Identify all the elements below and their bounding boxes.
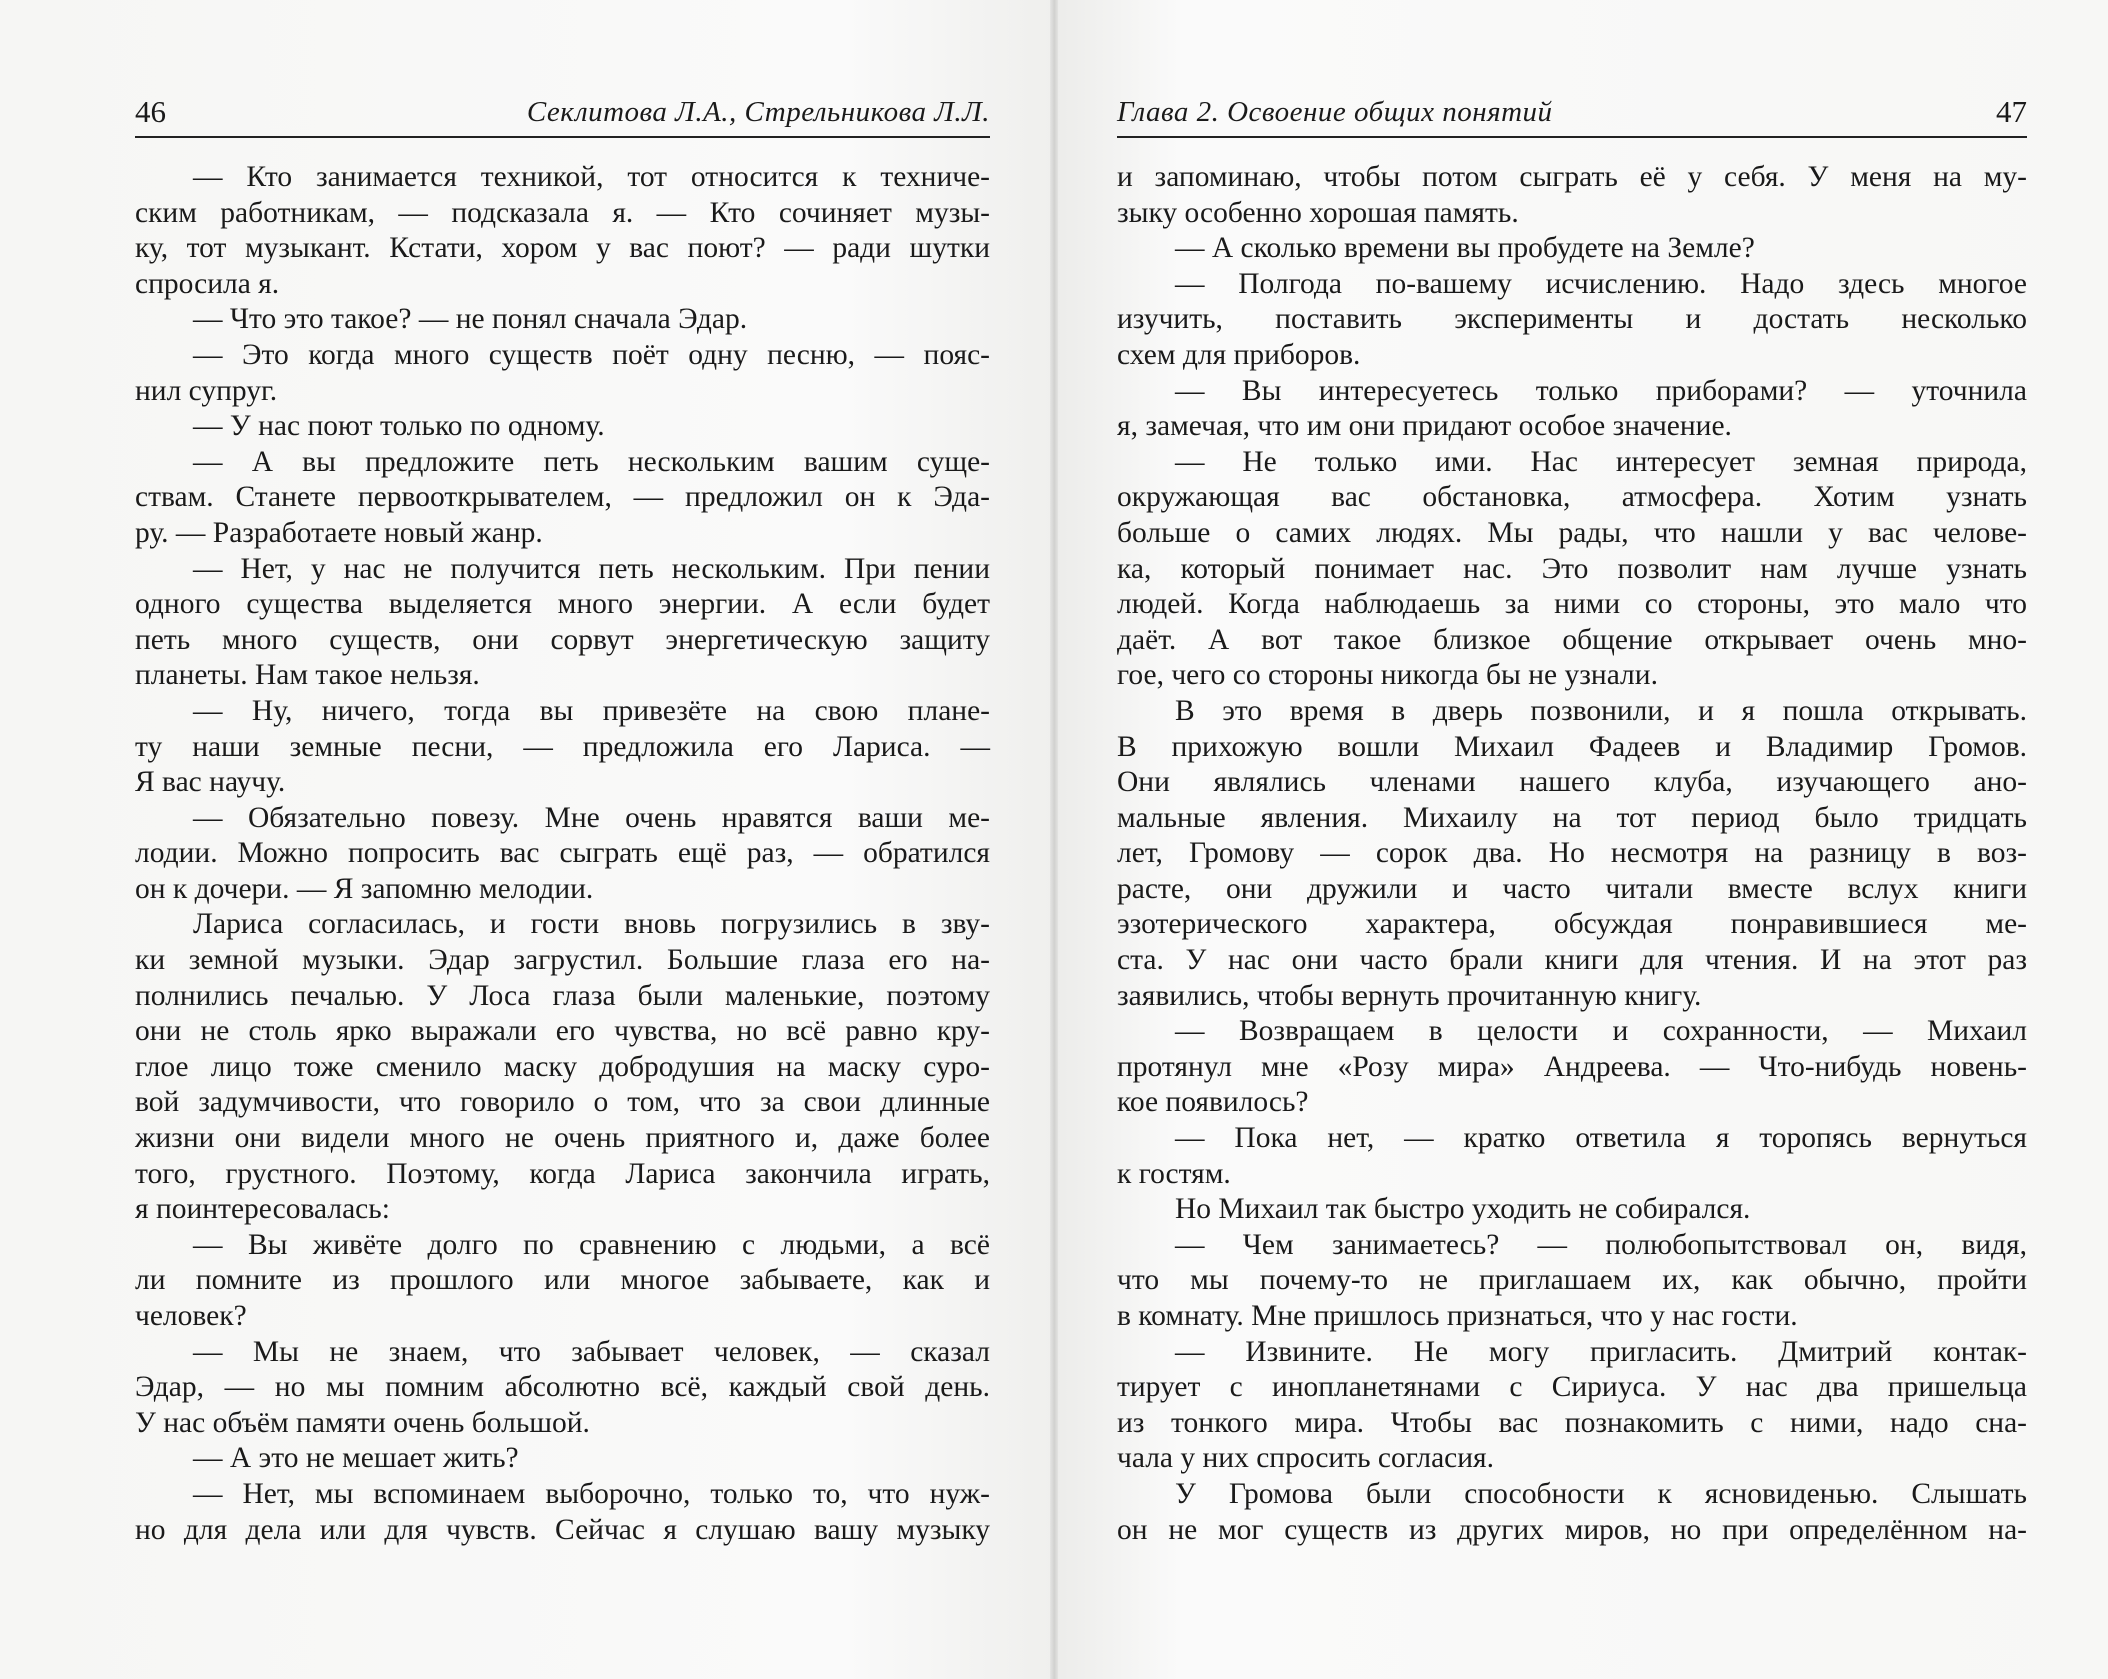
text-line: У Громова были способности к ясновиденью. Слышать [1175, 1477, 2027, 1510]
text-line: чала у них спросить согласия. [1117, 1442, 1495, 1475]
text-line: Но Михаил так быстро уходить не собирался. [1175, 1193, 1751, 1226]
text-line: но для дела или для чувств. Сейчас я слушаю вашу музыку [135, 1513, 990, 1546]
left-page-number: 46 [135, 94, 166, 129]
text-line: Эдар, — но мы помним абсолютно всё, каждый свой день. [135, 1371, 990, 1404]
text-line: вой задумчивости, что говорило о том, что за свои длинные [135, 1086, 990, 1119]
text-line: ским работникам, — подсказала я. — Кто сочиняет музы- [135, 196, 990, 229]
text-line: ту наши земные песни, — предложила его Лариса. — [135, 730, 990, 763]
left-running-head: Секлитова Л.А., Стрельникова Л.Л. [526, 96, 990, 128]
text-line: — Чем занимаетесь? — полюбопытствовал он, видя, [1175, 1228, 2027, 1261]
text-line: — Это когда много существ поёт одну песню, — пояс- [193, 338, 990, 371]
text-line: — А сколько времени вы пробудете на Земле? [1175, 232, 1755, 265]
text-line: Они являлись членами нашего клуба, изучающего ано- [1117, 766, 2027, 799]
left-page-header [135, 90, 990, 138]
text-line: гое, чего со стороны никогда бы не узнали. [1117, 659, 1658, 692]
text-line: спросила я. [135, 267, 280, 300]
text-line: ста. У нас они часто брали книги для чтения. И на этот раз [1117, 944, 2027, 977]
text-line: он к дочери. — Я запомню мелодии. [135, 872, 594, 905]
text-line: мальные явления. Михаилу на тот период было тридцать [1117, 801, 2027, 834]
text-line: ствам. Станете первооткрывателем, — предложил он к Эда- [135, 481, 990, 514]
text-line: они не столь ярко выражали его чувства, но всё равно кру- [135, 1015, 990, 1048]
right-page [1054, 0, 2108, 1679]
text-line: протянул мне «Розу мира» Андреева. — Что-нибудь новень- [1117, 1050, 2027, 1083]
text-line: — Мы не знаем, что забывает человек, — сказал [193, 1335, 990, 1368]
text-line: человек? [135, 1300, 247, 1332]
text-line: — У нас поют только по одному. [193, 410, 605, 443]
text-line: — Вы живёте долго по сравнению с людьми, а всё [193, 1228, 990, 1261]
right-page-body [1117, 160, 2027, 1548]
text-line: — Полгода по-вашему исчислению. Надо здесь многое [1175, 267, 2027, 300]
text-line: полнились печалью. У Лоса глаза были маленькие, поэтому [135, 979, 990, 1012]
text-line: — Нет, мы вспоминаем выборочно, только то, что нуж- [193, 1477, 990, 1510]
text-line: даёт. А вот такое близкое общение открывает очень мно- [1117, 623, 2027, 656]
text-line: нил супруг. [135, 374, 278, 407]
text-line: ру. — Разработаете новый жанр. [135, 516, 543, 549]
book-gutter [1050, 0, 1058, 1679]
text-line: больше о самих людях. Мы рады, что нашли у вас челове- [1117, 516, 2027, 549]
text-line: в комнату. Мне пришлось признаться, что у нас гости. [1117, 1300, 1798, 1332]
text-line: планеты. Нам такое нельзя. [135, 659, 480, 692]
left-page-body [135, 160, 990, 1548]
text-line: эзотерического характера, обсуждая понравившиеся ме- [1117, 908, 2027, 941]
text-line: ки земной музыки. Эдар загрустил. Большие глаза его на- [135, 944, 990, 977]
text-line: — А вы предложите петь нескольким вашим суще- [193, 445, 990, 478]
text-line: он не мог существ из других миров, но при определённом на- [1117, 1513, 2027, 1546]
text-line: к гостям. [1117, 1157, 1231, 1190]
text-line: из тонкого мира. Чтобы вас познакомить с ними, надо сна- [1117, 1406, 2027, 1439]
text-line: людей. Когда наблюдаешь за ними со стороны, это мало что [1117, 588, 2027, 621]
text-line: — Нет, у нас не получится петь нескольким. При пении [193, 552, 990, 585]
text-line: — Кто занимается техникой, тот относится к техниче- [193, 161, 990, 193]
text-line: лет, Громову — сорок два. Но несмотря на разницу в воз- [1117, 837, 2027, 870]
text-line: — А это не мешает жить? [193, 1442, 519, 1475]
text-line: зыку особенно хорошая память. [1117, 196, 1519, 229]
text-line: расте, они дружили и часто читали вместе вслух книги [1117, 872, 2027, 905]
right-page-number: 47 [1996, 94, 2027, 129]
text-line: У нас объём памяти очень большой. [135, 1406, 590, 1439]
text-line: — Обязательно повезу. Мне очень нравятся ваши ме- [193, 801, 990, 834]
text-line: ка, который понимает нас. Это позволит нам лучше узнать [1117, 552, 2027, 585]
text-line: В это время в дверь позвонили, и я пошла открывать. [1175, 694, 2027, 727]
text-line: одного существа выделяется много энергии. А если будет [135, 588, 990, 621]
text-line: В прихожую вошли Михаил Фадеев и Владимир Громов. [1117, 730, 2027, 763]
text-line: жизни они видели много не очень приятного и, даже более [135, 1122, 990, 1155]
text-line: изучить, поставить эксперименты и достать несколько [1117, 303, 2027, 336]
text-line: — Возвращаем в целости и сохранности, — Михаил [1175, 1015, 2027, 1048]
text-line: что мы почему-то не приглашаем их, как обычно, пройти [1117, 1264, 2027, 1297]
text-line: — Что это такое? — не понял сначала Эдар. [193, 303, 748, 336]
text-line: окружающая вас обстановка, атмосфера. Хотим узнать [1117, 481, 2027, 514]
text-line: лодии. Можно попросить вас сыграть ещё раз, — обратился [135, 837, 990, 870]
text-line: ку, тот музыкант. Кстати, хором у вас поют? — ради шутки [135, 232, 990, 265]
right-running-head: Глава 2. Освоение общих понятий [1117, 96, 1553, 128]
text-line: — Не только ими. Нас интересует земная природа, [1175, 445, 2027, 478]
text-line: кое появилось? [1117, 1086, 1309, 1119]
text-line: Я вас научу. [135, 766, 286, 799]
text-line: схем для приборов. [1117, 338, 1361, 371]
text-line: — Извините. Не могу пригласить. Дмитрий контак- [1175, 1335, 2027, 1368]
text-line: заявились, чтобы вернуть прочитанную книгу. [1117, 979, 1702, 1012]
text-line: Лариса согласилась, и гости вновь погрузились в зву- [193, 908, 990, 941]
text-line: я, замечая, что им они придают особое значение. [1117, 410, 1732, 443]
text-line: глое лицо тоже сменило маску добродушия на маску суро- [135, 1050, 990, 1083]
text-line: петь много существ, они сорвут энергетическую защиту [135, 623, 990, 656]
text-line: тирует с инопланетянами с Сириуса. У нас два пришельца [1117, 1371, 2027, 1404]
text-line: — Вы интересуетесь только приборами? — уточнила [1175, 374, 2027, 407]
text-line: того, грустного. Поэтому, когда Лариса закончила играть, [135, 1157, 990, 1190]
text-line: — Пока нет, — кратко ответила я торопясь вернуться [1175, 1122, 2027, 1155]
text-line: и запоминаю, чтобы потом сыграть её у себя. У меня на му- [1117, 161, 2027, 193]
text-line: я поинтересовалась: [135, 1193, 390, 1226]
right-page-header [1117, 90, 2027, 138]
text-line: ли помните из прошлого или многое забываете, как и [135, 1264, 990, 1297]
text-line: — Ну, ничего, тогда вы привезёте на свою плане- [193, 694, 990, 727]
